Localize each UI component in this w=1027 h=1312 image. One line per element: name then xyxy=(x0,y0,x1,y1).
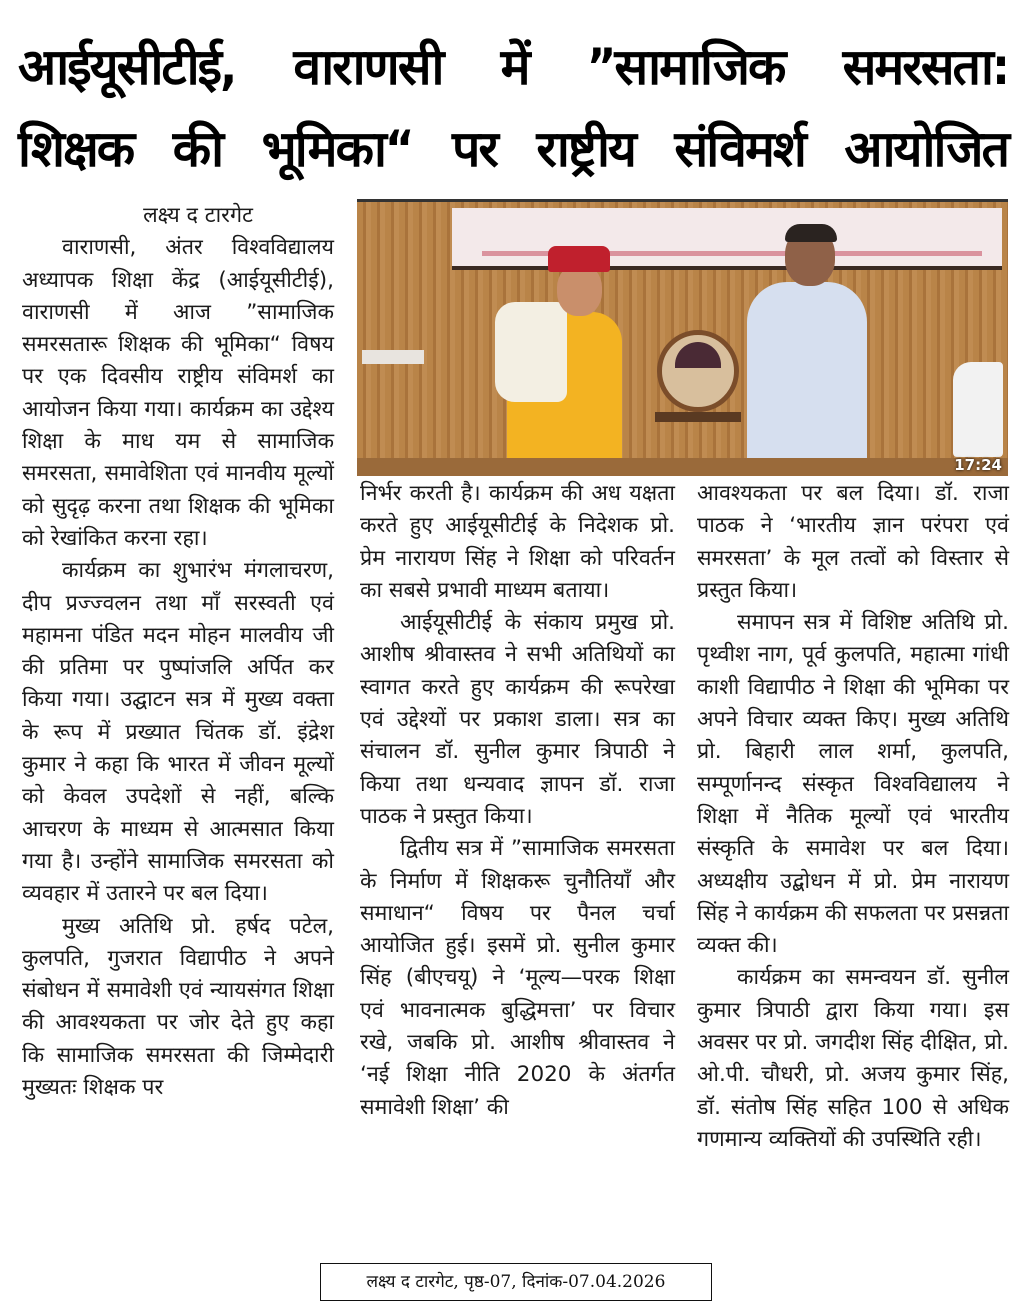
photo-shawl xyxy=(495,302,567,402)
photo-chair xyxy=(953,362,1003,457)
headline xyxy=(18,26,1008,190)
photo-switchboard xyxy=(362,350,424,364)
paragraph: निर्भर करती है। कार्यक्रम की अध यक्षता करते हुए आईयूसीटीई के निदेशक प्रो. प्रेम नारायण सिंह ने शिक्षा को परिवर्तन का सबसे प्रभावी माध्यम बताया। xyxy=(360,481,675,603)
paragraph: आवश्यकता पर बल दिया। डॉ. राजा पाठक ने ‘भारतीय ज्ञान परंपरा एवं समरसता’ के मूल तत्वों को विस्तार से प्रस्तुत किया। xyxy=(697,481,1009,603)
photo-projector-screen xyxy=(452,208,1002,270)
photo-host-figure xyxy=(747,282,867,476)
paragraph: कार्यक्रम का शुभारंभ मंगलाचरण, दीप प्रज्ज्वलन तथा माँ सरस्वती एवं महामना पंडित मदन मोहन मालवीय जी की प्रतिमा पर पुष्पांजलि अर्पित कर किया गया। उद्घाटन सत्र में मुख्य वक्ता के रूप में प्रख्यात चिंतक डॉ. इंद्रेश कुमार ने कहा कि भारत में जीवन मूल्यों को केवल उपदेशों से नहीं, बल्कि आचरण के माध्यम से आत्मसात किया गया है। उन्होंने सामाजिक समरसता को व्यवहार में उतारने पर बल दिया। xyxy=(22,558,334,907)
paragraph: द्वितीय सत्र में ”सामाजिक समरसता के निर्माण में शिक्षकरू चुनौतियाँ और समाधान“ विषय पर पैनल चर्चा आयोजित हुई। इसमें प्रो. सुनील कुमार सिंह (बीएचयू) ने ‘मूल्य—परक शिक्षा एवं भावनात्मक बुद्धिमत्ता’ पर विचार रखे, जबकि प्रो. आशीष श्रीवास्तव ने ‘नई शिक्षा नीति 2020 के अंतर्गत समावेशी शिक्षा’ की xyxy=(360,836,675,1120)
paragraph: समापन सत्र में विशिष्ट अतिथि प्रो. पृथ्वीश नाग, पूर्व कुलपति, महात्मा गांधी काशी विद्यापीठ ने शिक्षा की भूमिका पर अपने विचार व्यक्त किए। मुख्य अतिथि प्रो. बिहारी लाल शर्मा, कुलपति, सम्पूर्णानन्द संस्कृत विश्वविद्यालय ने शिक्षा में नैतिक मूल्यों एवं भारतीय संस्कृति के समावेश पर बल दिया। अध्यक्षीय उद्बोधन में प्रो. प्रेम नारायण सिंह ने कार्यक्रम की सफलता पर प्रसन्नता व्यक्त की। xyxy=(697,610,1009,959)
paragraph: आईयूसीटीई के संकाय प्रमुख प्रो. आशीष श्रीवास्तव ने सभी अतिथियों का स्वागत करते हुए कार्यक्रम की रूपरेखा एवं उद्देश्यों पर प्रकाश डाला। सत्र का संचालन डॉ. सुनील कुमार त्रिपाठी ने किया तथा धन्यवाद ज्ञापन डॉ. राजा पाठक ने प्रस्तुत किया। xyxy=(360,610,675,829)
source-footer: लक्ष्य द टारगेट, पृष्ठ-07, दिनांक-07.04.2026 xyxy=(320,1263,712,1301)
paragraph: कार्यक्रम का समन्वयन डॉ. सुनील कुमार त्रिपाठी द्वारा किया गया। इस अवसर पर प्रो. जगदीश सिंह दीक्षित, प्रो. ओ.पी. चौधरी, प्रो. अजय कुमार सिंह, डॉ. संतोष सिंह सहित 100 से अधिक गणमान्य व्यक्तियों की उपस्थिति रही। xyxy=(697,965,1009,1152)
photo-memento-base xyxy=(655,412,741,422)
event-photo xyxy=(357,199,1008,476)
headline-line-1: आईयूसीटीई, वाराणसी में ”सामाजिक समरसता: xyxy=(18,38,1008,96)
article-column-2 xyxy=(360,478,675,1124)
article-column-3 xyxy=(697,478,1009,1156)
paragraph: मुख्य अतिथि प्रो. हर्षद पटेल, कुलपति, गुजरात विद्यापीठ ने अपने संबोधन में समावेशी एवं न्यायसंगत शिक्षा की आवश्यकता पर जोर देते हुए कहा कि सामाजिक समरसता की जिम्मेदारी मुख्यतः शिक्षक पर xyxy=(22,913,334,1101)
photo-red-cap xyxy=(548,246,610,272)
paragraph: वाराणसी, अंतर विश्वविद्यालय अध्यापक शिक्षा केंद्र (आईयूसीटीई), वाराणसी में आज ”सामाजिक समरसतारू शिक्षक की भूमिका“ विषय पर एक दिवसीय राष्ट्रीय संविमर्श का आयोजन किया गया। कार्यक्रम का उद्देश्य शिक्षा के माध यम से सामाजिक समरसता, समावेशिता एवं मानवीय मूल्यों को सुदृढ़ करना तथा शिक्षक की भूमिका को रेखांकित करना रहा। xyxy=(22,235,334,551)
photo-timestamp: 17:24 xyxy=(954,456,1002,474)
headline-line-2: शिक्षक की भूमिका“ पर राष्ट्रीय संविमर्श आयोजित xyxy=(18,120,1008,178)
photo-host-hair xyxy=(785,224,837,242)
article-column-1 xyxy=(22,200,334,1104)
photo-table xyxy=(357,458,1008,476)
byline: लक्ष्य द टारगेट xyxy=(143,203,253,228)
